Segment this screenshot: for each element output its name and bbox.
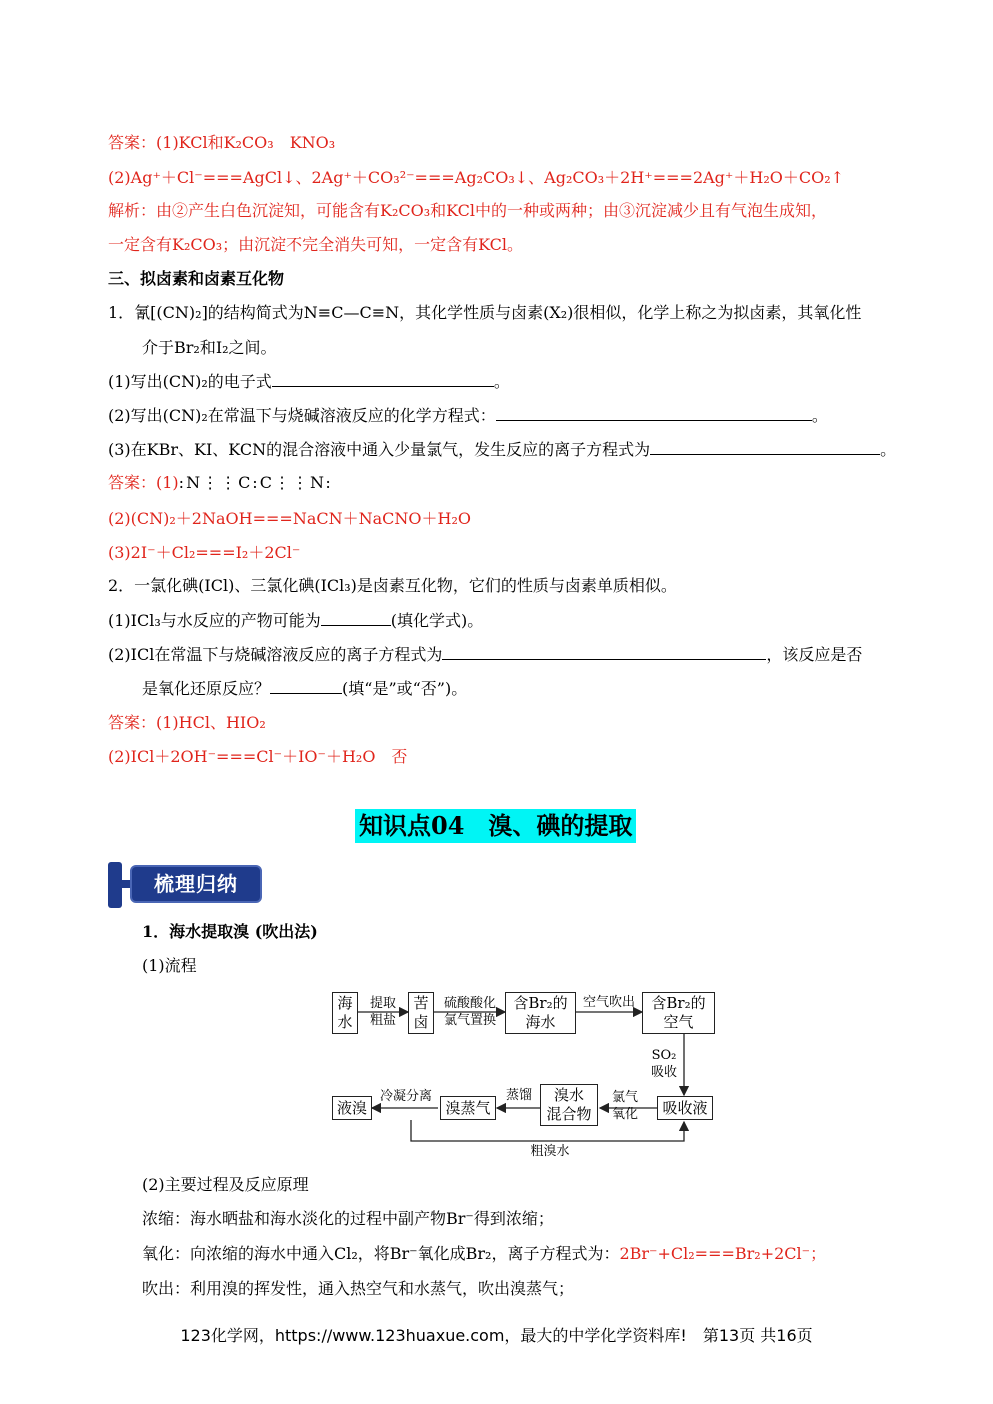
flow-label-condense: 冷凝分离 [379, 1089, 432, 1104]
question-1-3: (3)在KBr、KI、KCN的混合溶液中通入少量氯气，发生反应的离子方程式为 。 [108, 440, 897, 459]
process-blow: 吹出：利用溴的挥发性，通入热空气和水蒸气，吹出溴蒸气； [142, 1279, 575, 1298]
question-1-2: (2)写出(CN)₂在常温下与烧碱溶液反应的化学方程式： 。 [108, 406, 828, 425]
flow-label-extract: 提取 粗盐 [369, 996, 396, 1028]
flow-box-absorbent: 吸收液 [657, 1096, 713, 1120]
answer-line-2: (2)Ag⁺＋Cl⁻===AgCl↓、2Ag⁺＋CO₃²⁻===Ag₂CO₃↓、Ag₂CO₃＋2H⁺===2Ag⁺＋H₂O＋CO₂↑ [108, 168, 845, 187]
flow-box-br2-seawater: 含Br₂的 海水 [505, 992, 576, 1034]
question-2-2: (2)ICl在常温下与烧碱溶液反应的离子方程式为 ，该反应是否 [108, 645, 863, 664]
flow-label-so2: SO₂ 吸收 [650, 1048, 677, 1080]
flow-box-seawater: 海 水 [332, 992, 358, 1034]
electron-formula: :N⋮⋮C:C⋮⋮N: [178, 473, 333, 492]
answer-2-2: (2)ICl＋2OH⁻===Cl⁻＋IO⁻＋H₂O 否 [108, 747, 408, 766]
flow-box-brine: 苦 卤 [408, 992, 434, 1034]
process-label: (2)主要过程及反应原理 [142, 1175, 309, 1194]
analysis-line-1: 解析：由②产生白色沉淀知，可能含有K₂CO₃和KCl中的一种或两种；由③沉淀减少且有气泡生成知， [108, 201, 828, 220]
answer-1-3: (3)2I⁻＋Cl₂===I₂＋2Cl⁻ [108, 543, 301, 562]
answer-text: (1)KCl和K₂CO₃ KNO₃ [156, 133, 336, 152]
flow-label-crude: 粗溴水 [530, 1144, 570, 1159]
answer-1-2: (2)(CN)₂＋2NaOH===NaCN＋NaCNO＋H₂O [108, 509, 471, 528]
process-oxidize: 氧化：向浓缩的海水中通入Cl₂，将Br⁻氧化成Br₂，离子方程式为：2Br⁻+Cl₂===Br₂+2Cl⁻； [142, 1244, 827, 1263]
question-1-line-1: 1．氰[(CN)₂]的结构简式为N≡C—C≡N，其化学性质与卤素(X₂)很相似，化学上称之为拟卤素，其氧化性 [108, 303, 862, 322]
question-2: 2．一氯化碘(ICl)、三氯化碘(ICl₃)是卤素互化物，它们的性质与卤素单质相似。 [108, 576, 677, 595]
question-2-1: (1)ICl₃与水反应的产物可能为 (填化学式)。 [108, 611, 484, 630]
ionic-equation: 2Br⁻+Cl₂===Br₂+2Cl⁻； [619, 1244, 827, 1263]
question-1-line-2: 介于Br₂和I₂之间。 [142, 338, 277, 357]
answer-2-1: 答案：(1)HCl、HIO₂ [108, 713, 266, 732]
flow-box-bromine-mixture: 溴水 混合物 [540, 1084, 598, 1126]
analysis-line-2: 一定含有K₂CO₃；由沉淀不完全消失可知，一定含有KCl。 [108, 235, 524, 254]
bromine-heading: 1．海水提取溴 (吹出法) [142, 922, 318, 941]
page-footer: 123化学网，https://www.123huaxue.com，最大的中学化学资料库! 第13页 共16页 [180, 1326, 813, 1345]
flow-label-acidify: 硫酸酸化 氯气置换 [443, 996, 496, 1028]
flow-box-liquid-bromine: 液溴 [332, 1096, 372, 1120]
summary-badge-label: 梳理归纳 [154, 872, 238, 896]
section-heading: 三、拟卤素和卤素互化物 [108, 269, 285, 288]
question-2-2-cont: 是氧化还原反应？ (填“是”或“否”)。 [142, 679, 468, 698]
flow-label-oxidize: 氯气 氧化 [611, 1090, 638, 1122]
flow-label: (1)流程 [142, 956, 197, 975]
flow-label-distill: 蒸馏 [505, 1088, 532, 1103]
flow-label-blow: 空气吹出 [582, 995, 635, 1010]
process-concentrate: 浓缩：海水晒盐和海水淡化的过程中副产物Br⁻得到浓缩； [142, 1209, 554, 1228]
flow-box-bromine-vapor: 溴蒸气 [440, 1096, 496, 1120]
answer-label: 答案： [108, 133, 157, 152]
knowledge-point-title: 知识点04 溴、碘的提取 [355, 809, 636, 843]
flow-box-br2-air: 含Br₂的 空气 [642, 992, 715, 1034]
question-1-1: (1)写出(CN)₂的电子式 。 [108, 372, 510, 391]
answer-1-1: 答案：(1):N⋮⋮C:C⋮⋮N: [108, 473, 333, 492]
